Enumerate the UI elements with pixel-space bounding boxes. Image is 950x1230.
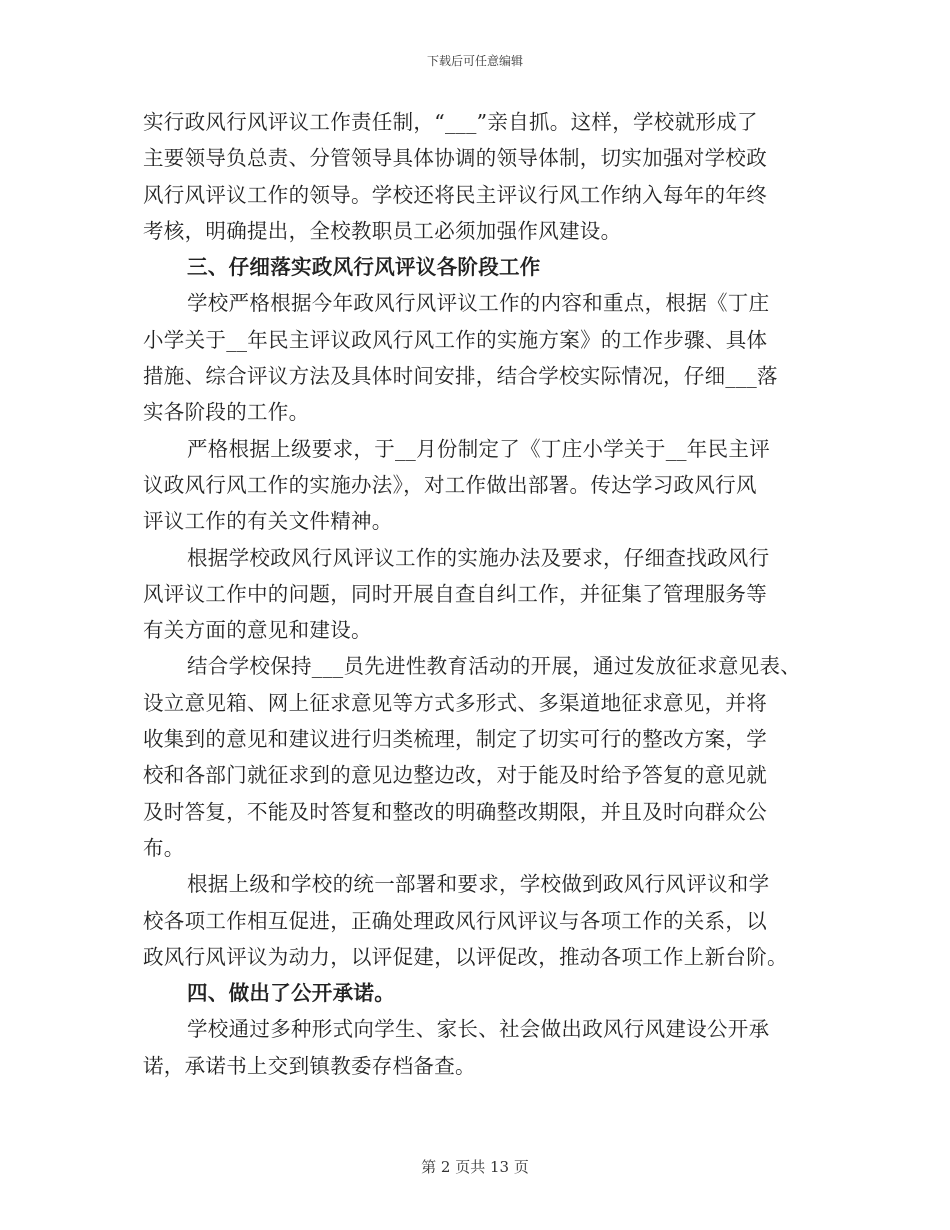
page-footer: 第 2 页共 13 页 [421,1158,529,1176]
text-line: 严格根据上级要求，于__月份制定了《丁庄小学关于__年民主评 [187,436,770,461]
text-line: 实行政风行风评议工作责任制，“___”亲自抓。这样，学校就形成了 [143,110,758,134]
section-heading: 四、做出了公开承诺。 [187,981,395,1006]
text-line: 主要领导负总责、分管领导具体协调的领导体制，切实加强对学校政 [143,146,767,171]
text-line: 实各阶段的工作。 [143,400,310,425]
text-line: 校和各部门就征求到的意见边整边改，对于能及时给予答复的意见就 [143,763,767,788]
text-line: 有关方面的意见和建设。 [143,618,372,643]
text-line: 学校通过多种形式向学生、家长、社会做出政风行风建设公开承 [187,1017,770,1042]
text-line: 结合学校保持___员先进性教育活动的开展，通过发放征求意见表、 [187,654,802,679]
document-body [143,104,813,1084]
section-heading: 三、仔细落实政风行风评议各阶段工作 [187,255,541,280]
text-line: 小学关于__年民主评议政风行风工作的实施方案》的工作步骤、具体 [143,327,768,352]
text-line: 议政风行风工作的实施办法》，对工作做出部署。传达学习政风行风 [143,472,757,497]
text-line: 及时答复，不能及时答复和整改的明确整改期限，并且及时向群众公 [143,799,767,824]
page-header: 下载后可任意编辑 [426,54,523,68]
text-line: 评议工作的有关文件精神。 [143,509,393,534]
text-line: 政风行风评议为动力，以评促建，以评促改，推动各项工作上新台阶。 [143,944,788,969]
text-line: 措施、综合评议方法及具体时间安排，结合学校实际情况，仔细___落 [143,364,778,389]
text-line: 收集到的意见和建议进行归类梳理，制定了切实可行的整改方案，学 [143,727,767,752]
text-line: 学校严格根据今年政风行风评议工作的内容和重点，根据《丁庄 [187,291,770,316]
text-line: 校各项工作相互促进，正确处理政风行风评议与各项工作的关系，以 [143,908,767,933]
text-line: 根据上级和学校的统一部署和要求，学校做到政风行风评议和学 [187,872,770,897]
text-line: 布。 [143,835,185,860]
text-line: 设立意见箱、网上征求意见等方式多形式、多渠道地征求意见，并将 [143,690,767,715]
text-line: 根据学校政风行风评议工作的实施办法及要求，仔细查找政风行 [187,545,770,570]
text-line: 考核，明确提出，全校教职员工必须加强作风建设。 [143,218,622,243]
text-line: 风行风评议工作的领导。学校还将民主评议行风工作纳入每年的年终 [143,182,767,207]
text-line: 风评议工作中的问题，同时开展自查自纠工作，并征集了管理服务等 [143,581,767,606]
text-line: 诺，承诺书上交到镇教委存档备查。 [143,1053,476,1078]
